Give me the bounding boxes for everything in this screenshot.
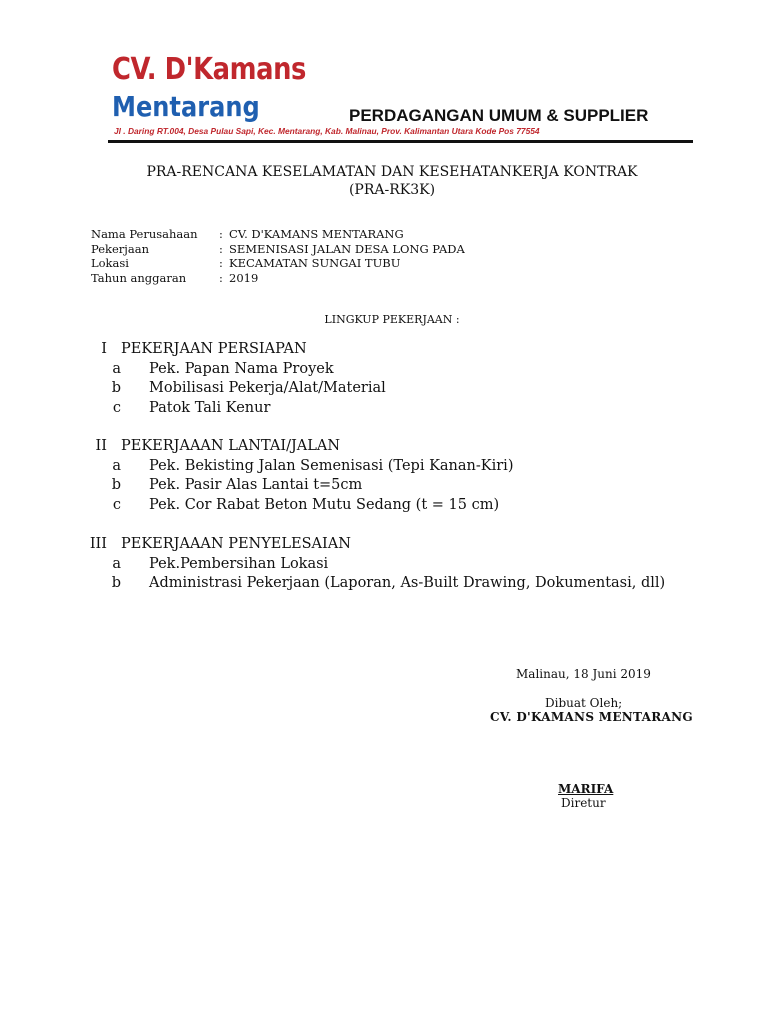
signatory-name: MARIFA	[558, 782, 614, 796]
signatory-role: Diretur	[561, 796, 606, 810]
item-letter: b	[111, 477, 121, 494]
item-text: Pek. Cor Rabat Beton Mutu Sedang (t = 15 cm)	[149, 496, 500, 513]
item-text: Pek. Bekisting Jalan Semenisasi (Tepi Kanan-Kiri)	[149, 457, 514, 474]
document-title: PRA-RENCANA KESELAMATAN DAN KESEHATANKERJA KONTRAK	[146, 164, 638, 180]
info-value: 2019	[229, 270, 259, 285]
info-label: Lokasi	[91, 256, 129, 270]
info-row-work	[91, 242, 465, 257]
list-item	[0, 359, 768, 379]
item-text: Mobilisasi Pekerja/Alat/Material	[149, 380, 386, 397]
section-title: PEKERJAAN PERSIAPAN	[121, 341, 307, 357]
item-text: Patok Tali Kenur	[149, 399, 271, 416]
info-value: CV. D'KAMANS MENTARANG	[229, 227, 404, 241]
info-row-location	[91, 256, 465, 271]
signatory-company: CV. D'KAMANS MENTARANG	[490, 710, 693, 724]
list-item	[0, 379, 768, 399]
item-letter: b	[111, 380, 121, 397]
item-text: Administrasi Pekerjaan (Laporan, As-Built Drawing, Dokumentasi, dll)	[149, 575, 666, 592]
info-label: Pekerjaan	[91, 241, 149, 256]
section-title: PEKERJAAAN PENYELESAIAN	[121, 536, 351, 552]
info-colon: :	[219, 241, 223, 256]
item-text: Pek. Pasir Alas Lantai t=5cm	[149, 477, 363, 494]
project-info	[91, 227, 465, 285]
company-tagline: PERDAGANGAN UMUM & SUPPLIER	[349, 106, 649, 125]
item-letter: a	[112, 360, 121, 377]
scope-heading: LINGKUP PEKERJAAN :	[324, 313, 460, 326]
info-label: Tahun anggaran	[91, 270, 187, 285]
section-number: I	[101, 341, 107, 357]
info-value: KECAMATAN SUNGAI TUBU	[229, 256, 401, 270]
item-text: Pek.Pembersihan Lokasi	[149, 555, 329, 572]
section-title: PEKERJAAAN LANTAI/JALAN	[121, 438, 341, 454]
company-logo-line1: CV. D'Kamans	[112, 52, 306, 87]
letterhead	[0, 0, 768, 150]
section-heading	[0, 534, 768, 554]
info-colon: :	[219, 256, 223, 270]
section-number: III	[89, 536, 107, 552]
info-row-year	[91, 271, 465, 286]
section-number: II	[95, 438, 107, 454]
list-item	[0, 495, 768, 515]
place-date: Malinau, 18 Juni 2019	[516, 667, 651, 681]
company-address: Jl . Daring RT.004, Desa Pulau Sapi, Kec. Mentarang, Kab. Malinau, Prov. Kalimantan Utara Kode Pos 77554	[114, 126, 540, 136]
list-item	[0, 398, 768, 418]
letterhead-divider	[108, 140, 693, 143]
list-item	[0, 574, 768, 594]
section-heading	[0, 339, 768, 359]
list-item	[0, 476, 768, 496]
item-letter: b	[111, 575, 121, 592]
info-value: SEMENISASI JALAN DESA LONG PADA	[229, 241, 465, 256]
info-row-company	[91, 227, 465, 242]
info-colon: :	[219, 227, 223, 241]
info-label: Nama Perusahaan	[91, 227, 198, 241]
document-subtitle: (PRA-RK3K)	[348, 182, 436, 198]
work-section-preparation	[0, 339, 768, 418]
info-colon: :	[219, 270, 223, 285]
item-letter: a	[112, 555, 121, 572]
item-letter: c	[112, 399, 121, 416]
made-by-label: Dibuat Oleh;	[545, 696, 623, 710]
list-item	[0, 456, 768, 476]
document-title-block	[0, 163, 768, 199]
item-letter: c	[112, 496, 121, 513]
item-text: Pek. Papan Nama Proyek	[149, 360, 334, 377]
list-item	[0, 554, 768, 574]
company-logo-line2: Mentarang	[112, 90, 260, 123]
item-letter: a	[112, 457, 121, 474]
work-section-floor-road	[0, 436, 768, 515]
section-heading	[0, 436, 768, 456]
work-section-completion	[0, 534, 768, 593]
